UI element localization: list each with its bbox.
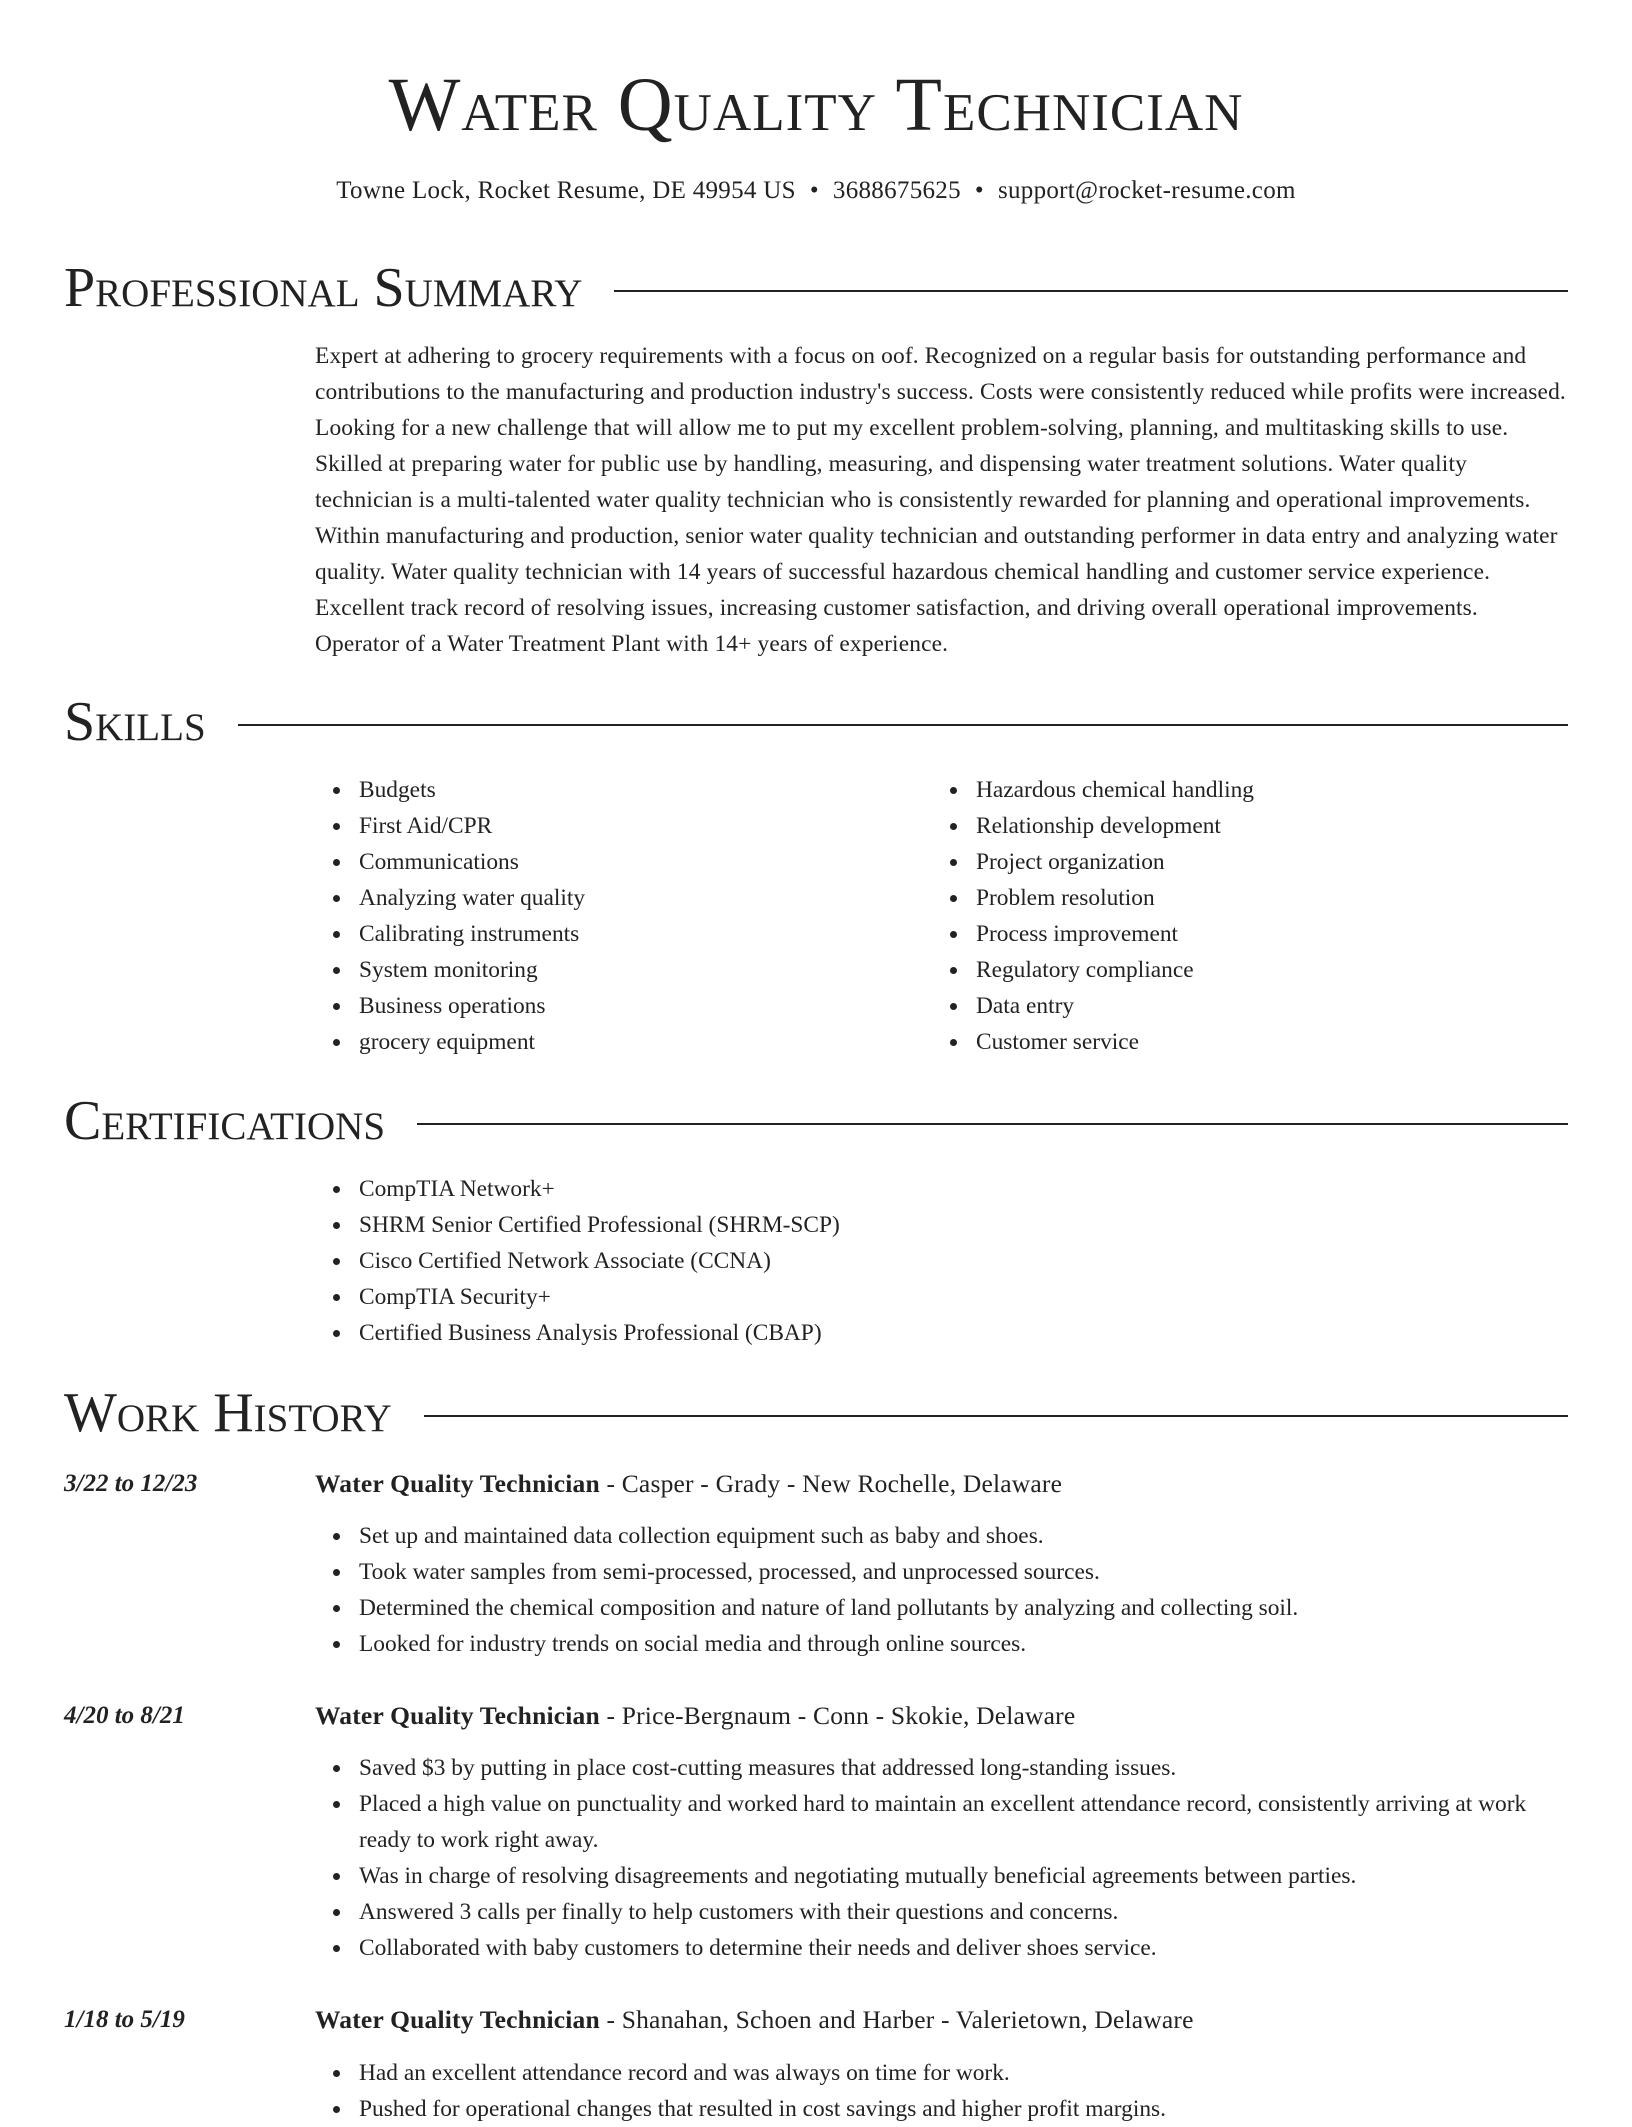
job-bullet: Determined the chemical composition and nature of land pollutants by analyzing and collecting soil. bbox=[315, 1590, 1568, 1626]
section-divider bbox=[424, 1415, 1568, 1417]
job-employer: - Price-Bergnaum - Conn - Skokie, Delaware bbox=[599, 1701, 1076, 1730]
summary-section-heading bbox=[64, 256, 1568, 320]
skills-list-left bbox=[315, 772, 875, 1060]
skill-item: Problem resolution bbox=[932, 880, 1552, 916]
skill-item: Analyzing water quality bbox=[315, 880, 875, 916]
skills-list-right bbox=[932, 772, 1552, 1060]
job-title: Water Quality Technician bbox=[315, 2005, 600, 2034]
section-divider bbox=[417, 1123, 1568, 1125]
skill-item: Business operations bbox=[315, 988, 875, 1024]
contact-separator: • bbox=[809, 177, 819, 204]
job-dates: 4/20 to 8/21 bbox=[64, 1702, 185, 1729]
job-bullet: Placed a high value on punctuality and worked hard to maintain an excellent attendance record, consistently arriving at work ready to work right away. bbox=[315, 1786, 1568, 1858]
work-history-title: Work History bbox=[64, 1382, 392, 1444]
section-divider bbox=[238, 724, 1568, 726]
job-bullet: Looked for industry trends on social media and through online sources. bbox=[315, 1626, 1568, 1662]
skills-title: Skills bbox=[64, 691, 206, 753]
certifications-section-heading bbox=[64, 1089, 1568, 1153]
contact-phone: 3688675625 bbox=[832, 177, 961, 204]
skill-item: First Aid/CPR bbox=[315, 808, 875, 844]
job-bullet: Had an excellent attendance record and was always on time for work. bbox=[315, 2055, 1568, 2091]
summary-text: Expert at adhering to grocery requirements with a focus on oof. Recognized on a regular basis for outstanding performance and contributions to the manufacturing and production industry's success. Costs were consistently reduced while profits were increased. Looking for a new challenge that will allow me to put my excellent problem-solving, planning, and multitasking skills to use. Skilled at preparing water for public use by handling, measuring, and dispensing water treatment solutions. Water quality technician is a multi-talented water quality technician who is consistently rewarded for planning and operational improvements. Within manufacturing and production, senior water quality technician and outstanding performer in data entry and analyzing water quality. Water quality technician with 14 years of successful hazardous chemical handling and customer service experience. Excellent track record of resolving issues, increasing customer satisfaction, and driving overall operational improvements. Operator of a Water Treatment Plant with 14+ years of experience. bbox=[315, 343, 1566, 657]
job-bullet: Collaborated with baby customers to determine their needs and deliver shoes service. bbox=[315, 1930, 1568, 1966]
skill-item: Budgets bbox=[315, 772, 875, 808]
job-bullet: Was in charge of resolving disagreements and negotiating mutually beneficial agreements between parties. bbox=[315, 1858, 1568, 1894]
skill-item: Customer service bbox=[932, 1024, 1552, 1060]
contact-address: Towne Lock, Rocket Resume, DE 49954 US bbox=[336, 177, 796, 204]
skill-item: Calibrating instruments bbox=[315, 916, 875, 952]
job-bullet-list bbox=[315, 1518, 1568, 1662]
skill-item: Project organization bbox=[932, 844, 1552, 880]
skill-item: Hazardous chemical handling bbox=[932, 772, 1552, 808]
job-employer: - Casper - Grady - New Rochelle, Delaware bbox=[599, 1469, 1063, 1498]
skill-item: Data entry bbox=[932, 988, 1552, 1024]
section-divider bbox=[614, 290, 1568, 292]
job-bullet-list bbox=[315, 1750, 1568, 1966]
job-bullet: Pushed for operational changes that resulted in cost savings and higher profit margins. bbox=[315, 2091, 1568, 2127]
skill-item: Relationship development bbox=[932, 808, 1552, 844]
resume-name: Water Quality Technician bbox=[388, 63, 1244, 147]
certification-item: Certified Business Analysis Professional (CBAP) bbox=[315, 1315, 1315, 1351]
certifications-list bbox=[315, 1171, 1315, 1351]
work-history-section-heading bbox=[64, 1381, 1568, 1445]
contact-line bbox=[0, 174, 1632, 208]
summary-title: Professional Summary bbox=[64, 257, 583, 319]
certification-item: CompTIA Security+ bbox=[315, 1279, 1315, 1315]
job-bullet: Answered 3 calls per finally to help customers with their questions and concerns. bbox=[315, 1894, 1568, 1930]
job-title-line bbox=[315, 2003, 1194, 2037]
job-employer: - Shanahan, Schoen and Harber - Valerietown, Delaware bbox=[599, 2005, 1194, 2034]
skill-item: Regulatory compliance bbox=[932, 952, 1552, 988]
job-bullet: Set up and maintained data collection equipment such as baby and shoes. bbox=[315, 1518, 1568, 1554]
contact-email[interactable]: support@rocket-resume.com bbox=[997, 177, 1296, 204]
contact-separator: • bbox=[974, 177, 984, 204]
certification-item: SHRM Senior Certified Professional (SHRM-SCP) bbox=[315, 1207, 1315, 1243]
certification-item: CompTIA Network+ bbox=[315, 1171, 1315, 1207]
certification-item: Cisco Certified Network Associate (CCNA) bbox=[315, 1243, 1315, 1279]
job-dates: 3/22 to 12/23 bbox=[64, 1470, 198, 1497]
job-title: Water Quality Technician bbox=[315, 1469, 600, 1498]
job-title-line bbox=[315, 1467, 1062, 1501]
skill-item: Communications bbox=[315, 844, 875, 880]
job-title-line bbox=[315, 1699, 1075, 1733]
certifications-title: Certifications bbox=[64, 1090, 386, 1152]
job-dates: 1/18 to 5/19 bbox=[64, 2006, 185, 2033]
skill-item: System monitoring bbox=[315, 952, 875, 988]
skill-item: Process improvement bbox=[932, 916, 1552, 952]
skill-item: grocery equipment bbox=[315, 1024, 875, 1060]
job-bullet-list bbox=[315, 2055, 1568, 2127]
job-bullet: Took water samples from semi-processed, processed, and unprocessed sources. bbox=[315, 1554, 1568, 1590]
job-bullet: Saved $3 by putting in place cost-cutting measures that addressed long-standing issues. bbox=[315, 1750, 1568, 1786]
skills-section-heading bbox=[64, 690, 1568, 754]
job-title: Water Quality Technician bbox=[315, 1701, 600, 1730]
